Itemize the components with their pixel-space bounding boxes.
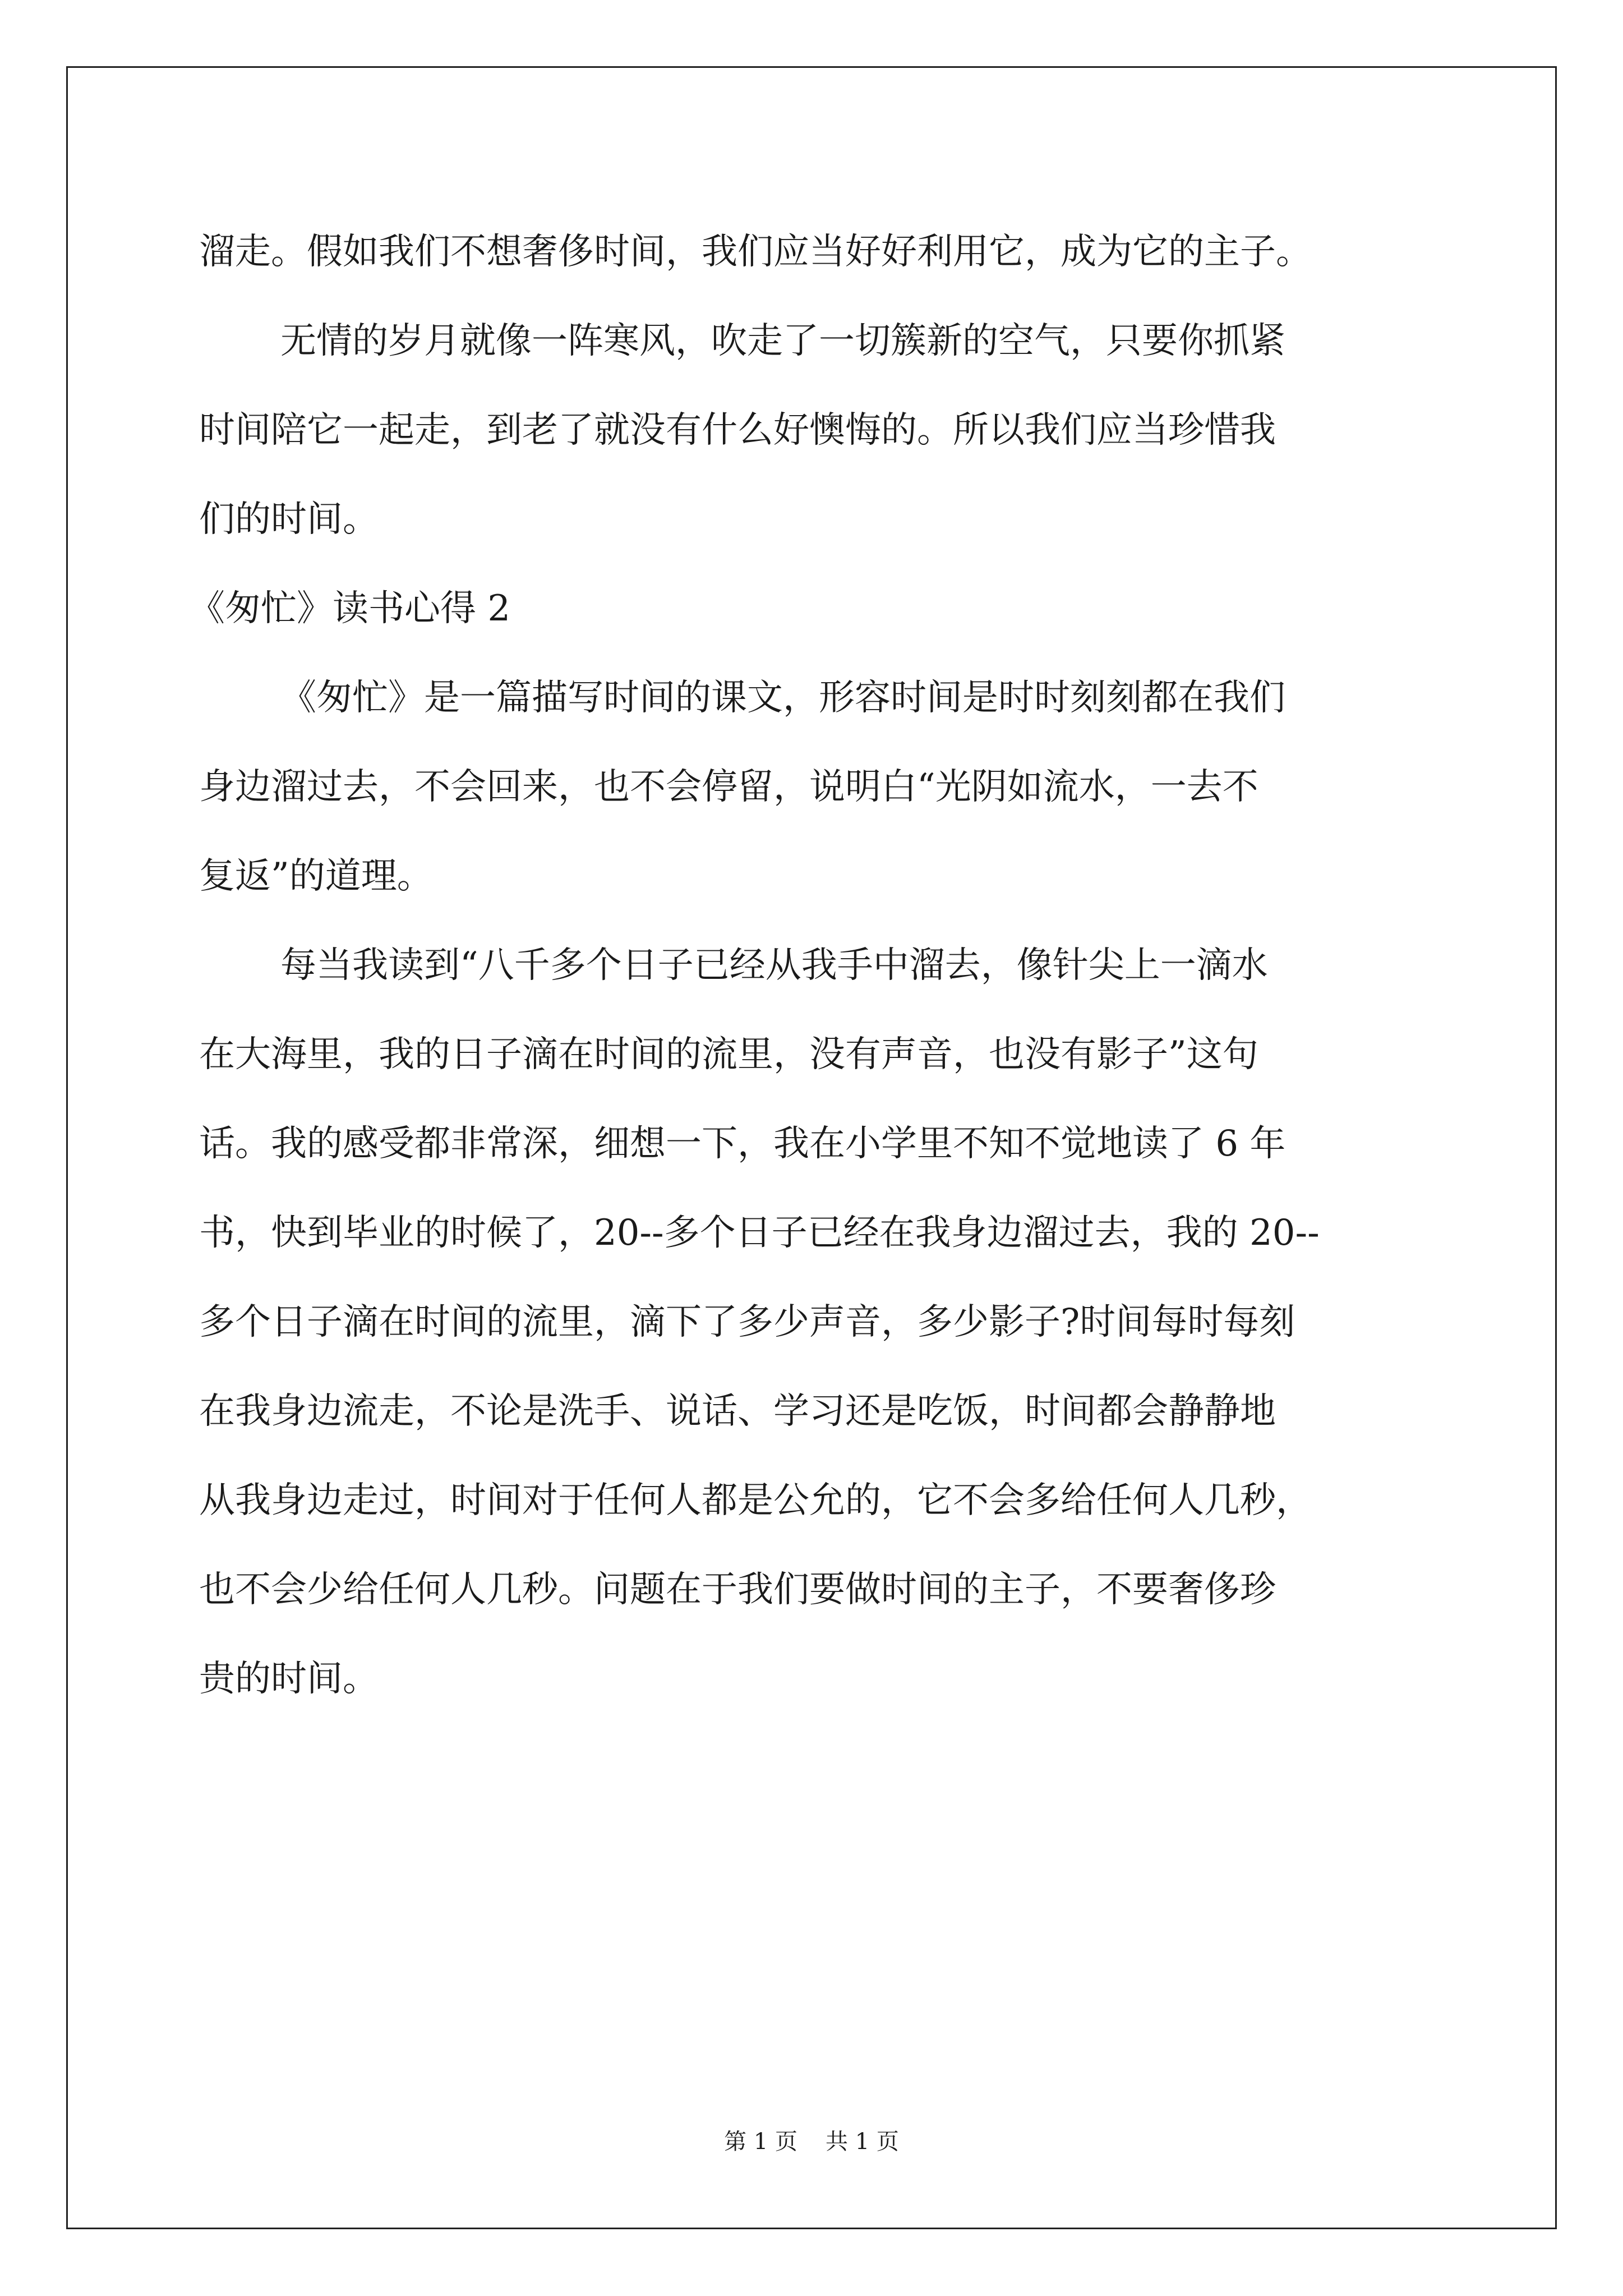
paragraph-line: 书，快到毕业的时候了，20--多个日子已经在我身边溜过去，我的 20-- [199, 1212, 1320, 1254]
paragraph-line: 贵的时间。 [199, 1658, 379, 1700]
paragraph-line: 复返”的道理。 [199, 855, 433, 897]
paragraph-line: 溜走。假如我们不想奢侈时间，我们应当好好利用它，成为它的主子。 [199, 231, 1312, 273]
paragraph-line: 也不会少给任何人几秒。问题在于我们要做时间的主子，不要奢侈珍 [199, 1569, 1276, 1611]
paragraph-line: 《匆忙》是一篇描写时间的课文，形容时间是时时刻刻都在我们 [280, 677, 1285, 719]
paragraph-line: 从我身边走过，时间对于任何人都是公允的，它不会多给任何人几秒， [199, 1480, 1312, 1521]
paragraph-line: 每当我读到“八千多个日子已经从我手中溜去，像针尖上一滴水 [280, 945, 1268, 986]
paragraph-line: 身边溜过去，不会回来，也不会停留，说明白“光阴如流水，一去不 [199, 766, 1258, 808]
paragraph-line: 在我身边流走，不论是洗手、说话、学习还是吃饭，时间都会静静地 [199, 1391, 1276, 1432]
document-body [189, 208, 1461, 1724]
paragraph-line: 话。我的感受都非常深，细想一下，我在小学里不知不觉地读了 6 年 [199, 1123, 1286, 1165]
paragraph-line: 多个日子滴在时间的流里，滴下了多少声音，多少影子?时间每时每刻 [199, 1301, 1295, 1343]
paragraph-line: 在大海里，我的日子滴在时间的流里，没有声音，也没有影子”这句 [199, 1034, 1258, 1075]
paragraph-line: 时间陪它一起走，到老了就没有什么好懊悔的。所以我们应当珍惜我 [199, 409, 1276, 451]
page-total: 共 1 页 [826, 2129, 899, 2155]
paragraph-line: 无情的岁月就像一阵寒风，吹走了一切簇新的空气，只要你抓紧 [280, 320, 1285, 362]
page-number: 第 1 页 [724, 2129, 797, 2155]
section-heading: 《匆忙》读书心得 2 [189, 588, 511, 629]
paragraph-line: 们的时间。 [199, 499, 379, 540]
page-footer [0, 2125, 1623, 2159]
